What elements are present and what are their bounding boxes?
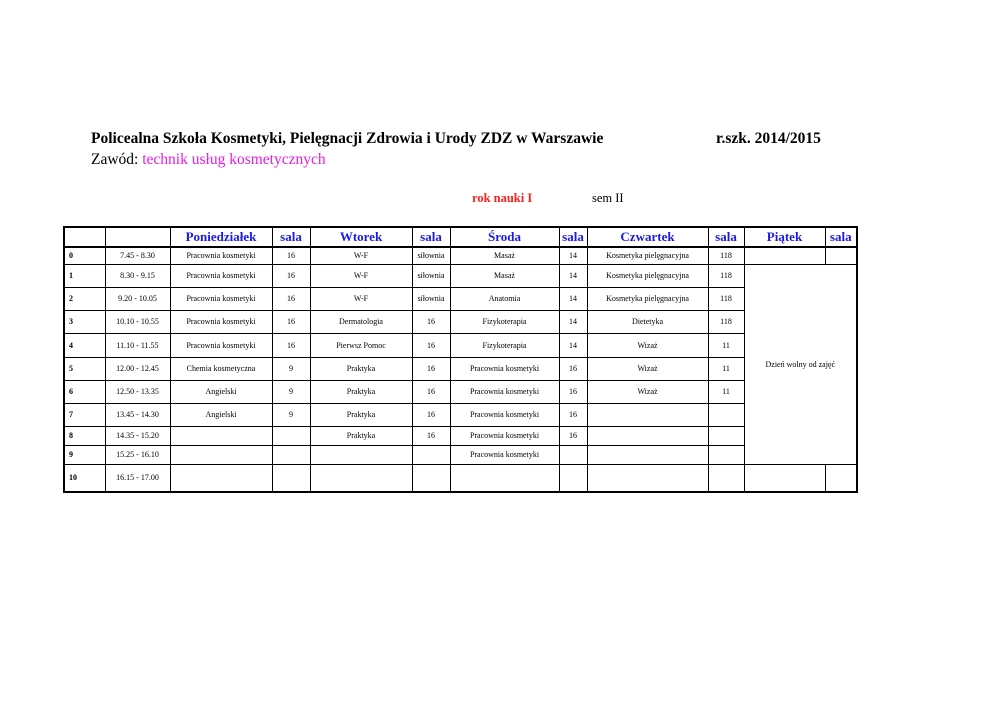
tuesday-subject: W-F <box>310 264 412 287</box>
thursday-subject: Kosmetyka pielęgnacyjna <box>587 247 708 264</box>
lesson-time: 11.10 - 11.55 <box>105 333 170 357</box>
tuesday-room: 16 <box>412 310 450 333</box>
monday-subject: Pracownia kosmetyki <box>170 247 272 264</box>
wednesday-room: 14 <box>559 333 587 357</box>
header-blank-no <box>64 227 105 247</box>
thursday-subject: Kosmetyka pielęgnacyjna <box>587 287 708 310</box>
lesson-time: 14.35 - 15.20 <box>105 426 170 445</box>
wednesday-room: 14 <box>559 247 587 264</box>
header-row <box>64 227 857 247</box>
monday-room: 9 <box>272 380 310 403</box>
monday-subject <box>170 445 272 464</box>
monday-room: 9 <box>272 403 310 426</box>
row-number: 2 <box>64 287 105 310</box>
monday-room: 16 <box>272 287 310 310</box>
thursday-subject: Wizaż <box>587 380 708 403</box>
header-room: sala <box>272 227 310 247</box>
row-number: 8 <box>64 426 105 445</box>
tuesday-subject: Praktyka <box>310 380 412 403</box>
wednesday-subject: Pracownia kosmetyki <box>450 426 559 445</box>
wednesday-subject <box>450 464 559 492</box>
tuesday-room: siłownia <box>412 264 450 287</box>
thursday-room: 118 <box>708 310 744 333</box>
thursday-subject: Kosmetyka pielęgnacyjna <box>587 264 708 287</box>
wednesday-subject: Masaż <box>450 247 559 264</box>
timetable <box>63 226 858 493</box>
lesson-time: 12.00 - 12.45 <box>105 357 170 380</box>
table-row <box>64 464 857 492</box>
thursday-room <box>708 445 744 464</box>
wednesday-subject: Masaż <box>450 264 559 287</box>
table-row <box>64 264 857 287</box>
tuesday-room: 16 <box>412 333 450 357</box>
lesson-time: 15.25 - 16.10 <box>105 445 170 464</box>
friday-free-day: Dzień wolny od zajęć <box>744 264 857 464</box>
header-room: sala <box>559 227 587 247</box>
table-row <box>64 426 857 445</box>
tuesday-subject: Pierwsz Pomoc <box>310 333 412 357</box>
header-thursday: Czwartek <box>587 227 708 247</box>
table-row <box>64 333 857 357</box>
tuesday-room: siłownia <box>412 247 450 264</box>
wednesday-subject: Pracownia kosmetyki <box>450 380 559 403</box>
profession-value: technik usług kosmetycznych <box>142 151 326 168</box>
wednesday-room: 16 <box>559 357 587 380</box>
wednesday-subject: Fizykoterapia <box>450 333 559 357</box>
wednesday-room: 14 <box>559 287 587 310</box>
monday-subject: Pracownia kosmetyki <box>170 333 272 357</box>
thursday-subject <box>587 426 708 445</box>
monday-subject: Angielski <box>170 380 272 403</box>
row-number: 3 <box>64 310 105 333</box>
wednesday-room <box>559 445 587 464</box>
friday-bottom-blank <box>744 464 825 492</box>
table-row <box>64 357 857 380</box>
tuesday-room: 16 <box>412 357 450 380</box>
tuesday-room: 16 <box>412 403 450 426</box>
thursday-subject: Wizaż <box>587 333 708 357</box>
lesson-time: 9.20 - 10.05 <box>105 287 170 310</box>
wednesday-subject: Pracownia kosmetyki <box>450 357 559 380</box>
tuesday-room: 16 <box>412 380 450 403</box>
thursday-subject <box>587 403 708 426</box>
tuesday-subject: Praktyka <box>310 403 412 426</box>
thursday-room <box>708 464 744 492</box>
monday-subject: Chemia kosmetyczna <box>170 357 272 380</box>
thursday-subject <box>587 445 708 464</box>
row-number: 7 <box>64 403 105 426</box>
monday-subject <box>170 464 272 492</box>
tuesday-subject: Dermatologia <box>310 310 412 333</box>
monday-subject: Pracownia kosmetyki <box>170 264 272 287</box>
monday-room <box>272 445 310 464</box>
tuesday-subject: W-F <box>310 287 412 310</box>
row-number: 1 <box>64 264 105 287</box>
wednesday-room: 16 <box>559 380 587 403</box>
row-number: 10 <box>64 464 105 492</box>
wednesday-room: 16 <box>559 426 587 445</box>
profession-line <box>91 151 326 169</box>
thursday-room: 118 <box>708 247 744 264</box>
monday-room: 16 <box>272 333 310 357</box>
monday-room: 16 <box>272 247 310 264</box>
monday-subject <box>170 426 272 445</box>
header-blank-time <box>105 227 170 247</box>
friday-room-top-blank <box>825 247 857 264</box>
tuesday-subject <box>310 445 412 464</box>
tuesday-subject: W-F <box>310 247 412 264</box>
table-row <box>64 403 857 426</box>
lesson-time: 10.10 - 10.55 <box>105 310 170 333</box>
thursday-subject: Wizaż <box>587 357 708 380</box>
header-room: sala <box>825 227 857 247</box>
table-row <box>64 445 857 464</box>
thursday-room: 11 <box>708 333 744 357</box>
tuesday-subject <box>310 464 412 492</box>
school-year: r.szk. 2014/2015 <box>716 130 821 147</box>
table-row <box>64 310 857 333</box>
monday-subject: Pracownia kosmetyki <box>170 287 272 310</box>
wednesday-room: 14 <box>559 264 587 287</box>
row-number: 0 <box>64 247 105 264</box>
header-room: sala <box>412 227 450 247</box>
row-number: 9 <box>64 445 105 464</box>
thursday-room: 11 <box>708 357 744 380</box>
monday-room <box>272 426 310 445</box>
header-friday: Piątek <box>744 227 825 247</box>
lesson-time: 8.30 - 9.15 <box>105 264 170 287</box>
tuesday-subject: Praktyka <box>310 426 412 445</box>
wednesday-subject: Pracownia kosmetyki <box>450 403 559 426</box>
lesson-time: 7.45 - 8.30 <box>105 247 170 264</box>
wednesday-subject: Fizykoterapia <box>450 310 559 333</box>
thursday-subject <box>587 464 708 492</box>
year-of-study: rok nauki I <box>472 191 533 205</box>
monday-room: 9 <box>272 357 310 380</box>
monday-room <box>272 464 310 492</box>
wednesday-subject: Pracownia kosmetyki <box>450 445 559 464</box>
wednesday-room <box>559 464 587 492</box>
monday-subject: Angielski <box>170 403 272 426</box>
tuesday-room <box>412 464 450 492</box>
thursday-room: 11 <box>708 380 744 403</box>
semester: sem II <box>592 191 624 205</box>
monday-room: 16 <box>272 310 310 333</box>
wednesday-subject: Anatomia <box>450 287 559 310</box>
school-title: Policealna Szkoła Kosmetyki, Pielęgnacji Zdrowia i Urody ZDZ w Warszawie <box>91 130 604 147</box>
header-room: sala <box>708 227 744 247</box>
thursday-subject: Dietetyka <box>587 310 708 333</box>
table-row <box>64 247 857 264</box>
header-wednesday: Środa <box>450 227 559 247</box>
thursday-room: 118 <box>708 287 744 310</box>
row-number: 4 <box>64 333 105 357</box>
tuesday-room: 16 <box>412 426 450 445</box>
profession-label: Zawód: <box>91 151 139 168</box>
tuesday-room: siłownia <box>412 287 450 310</box>
thursday-room <box>708 426 744 445</box>
monday-room: 16 <box>272 264 310 287</box>
monday-subject: Pracownia kosmetyki <box>170 310 272 333</box>
friday-top-blank <box>744 247 825 264</box>
header-tuesday: Wtorek <box>310 227 412 247</box>
table-row <box>64 287 857 310</box>
lesson-time: 12.50 - 13.35 <box>105 380 170 403</box>
thursday-room <box>708 403 744 426</box>
header-monday: Poniedziałek <box>170 227 272 247</box>
table-row <box>64 380 857 403</box>
thursday-room: 118 <box>708 264 744 287</box>
row-number: 6 <box>64 380 105 403</box>
wednesday-room: 16 <box>559 403 587 426</box>
lesson-time: 16.15 - 17.00 <box>105 464 170 492</box>
lesson-time: 13.45 - 14.30 <box>105 403 170 426</box>
friday-room-bottom-blank <box>825 464 857 492</box>
tuesday-subject: Praktyka <box>310 357 412 380</box>
row-number: 5 <box>64 357 105 380</box>
tuesday-room <box>412 445 450 464</box>
wednesday-room: 14 <box>559 310 587 333</box>
